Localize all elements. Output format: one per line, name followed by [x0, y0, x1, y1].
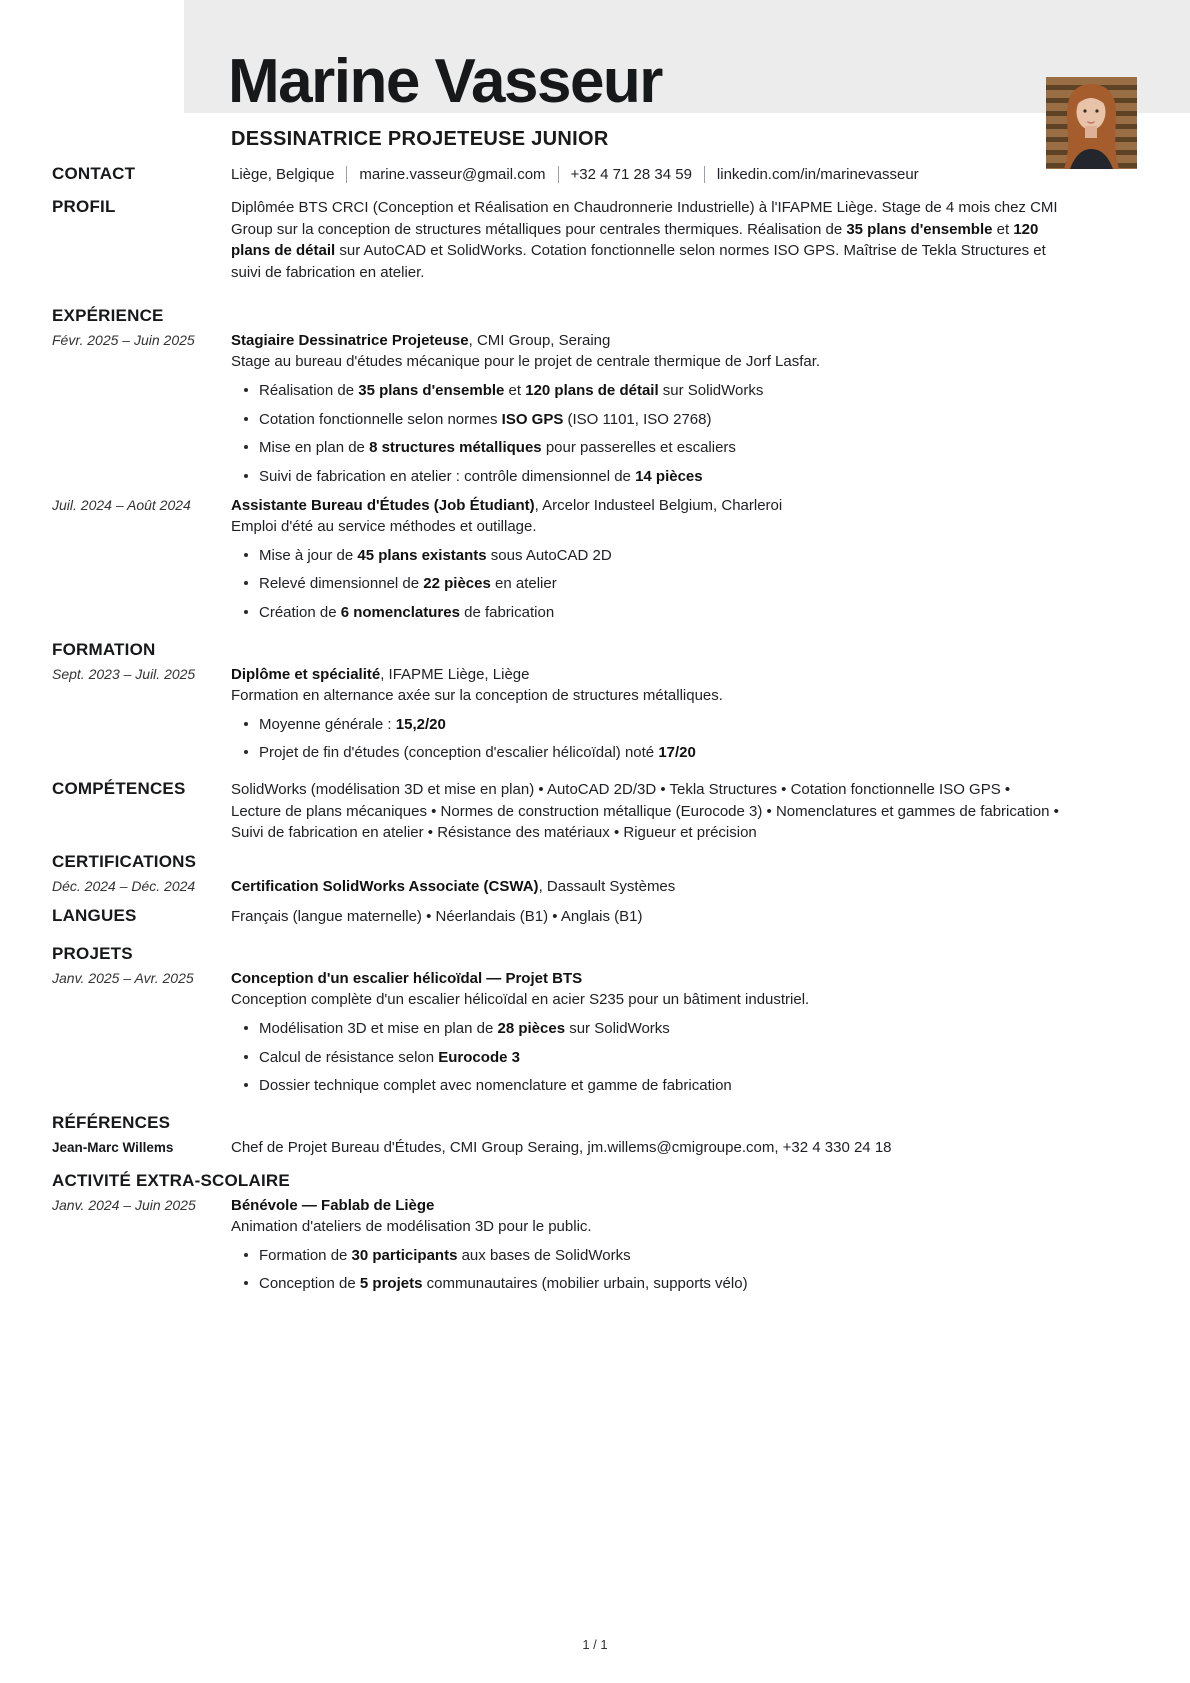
profile-photo — [1046, 77, 1137, 169]
bullet-dot — [244, 581, 248, 585]
entry-dates: Juil. 2024 – Août 2024 — [52, 496, 191, 513]
reference-text: Chef de Projet Bureau d'Études, CMI Group Seraing, jm.willems@cmigroupe.com, +32 4 330 24 18 — [231, 1139, 892, 1156]
separator — [558, 166, 559, 183]
bullet-item — [231, 1273, 1062, 1294]
entry-content — [231, 968, 1062, 1096]
bullet-dot — [244, 1083, 248, 1087]
bullet-text: Conception de 5 projets communautaires (mobilier urbain, supports vélo) — [259, 1275, 748, 1292]
extra-entry — [52, 1195, 1062, 1295]
entry-title: Assistante Bureau d'Études (Job Étudiant), Arcelor Industeel Belgium, Charleroi — [231, 496, 783, 514]
section-competences — [52, 779, 1062, 844]
bullet-dot — [244, 610, 248, 614]
bullet-dot — [244, 417, 248, 421]
bullet-item — [231, 545, 1062, 566]
projets-heading: PROJETS — [52, 944, 133, 963]
bullet-text: Projet de fin d'études (conception d'escalier hélicoïdal) noté 17/20 — [259, 744, 696, 761]
page-indicator: 1 / 1 — [582, 1637, 608, 1652]
bullet-dot — [244, 553, 248, 557]
entry-content — [231, 495, 1062, 623]
bullet-item — [231, 437, 1062, 458]
bullet-text: Calcul de résistance selon Eurocode 3 — [259, 1048, 520, 1066]
bullet-item — [231, 409, 1062, 430]
entry-dates: Sept. 2023 – Juil. 2025 — [52, 665, 196, 682]
entry-dates: Janv. 2024 – Juin 2025 — [52, 1196, 196, 1213]
entry-dates: Janv. 2025 – Avr. 2025 — [52, 970, 194, 986]
bullet-dot — [244, 722, 248, 726]
entry-title: Bénévole — Fablab de Liège — [231, 1196, 435, 1214]
experience-entry — [52, 495, 1062, 623]
bullet-item — [231, 714, 1062, 735]
bullet-list — [231, 714, 1062, 764]
profil-label: PROFIL — [52, 197, 116, 216]
entry-content — [231, 330, 1062, 487]
reference-entry — [52, 1137, 1062, 1159]
resume-body — [0, 164, 1190, 1294]
bullet-list — [231, 1018, 1062, 1096]
bullet-text: Réalisation de 35 plans d'ensemble et 120 plans de détail sur SolidWorks — [259, 382, 764, 399]
bullet-text: Mise à jour de 45 plans existants sous AutoCAD 2D — [259, 546, 612, 564]
bullet-text: Dossier technique complet avec nomenclature et gamme de fabrication — [259, 1077, 732, 1094]
certifications-heading: CERTIFICATIONS — [52, 851, 197, 871]
experience-entry — [52, 330, 1062, 487]
bullet-dot — [244, 1253, 248, 1257]
bullet-dot — [244, 1055, 248, 1059]
entry-dates: Févr. 2025 – Juin 2025 — [52, 332, 195, 348]
person-name: Marine Vasseur — [228, 47, 662, 116]
bullet-list — [231, 1245, 1062, 1295]
section-profil — [52, 197, 1062, 283]
separator — [704, 166, 705, 183]
bullet-text: Mise en plan de 8 structures métalliques pour passerelles et escaliers — [259, 439, 736, 456]
certification-entry — [52, 876, 1062, 897]
certification-title: Certification SolidWorks Associate (CSWA), Dassault Systèmes — [231, 877, 676, 895]
entry-subtitle: Stage au bureau d'études mécanique pour le projet de centrale thermique de Jorf Lasfar. — [231, 353, 821, 370]
bullet-dot — [244, 1026, 248, 1030]
bullet-item — [231, 1047, 1062, 1068]
section-langues — [52, 906, 1062, 928]
bullet-dot — [244, 750, 248, 754]
bullet-item — [231, 1245, 1062, 1266]
entry-content — [231, 1195, 1062, 1295]
contact-label: CONTACT — [52, 164, 136, 183]
contact-email: marine.vasseur@gmail.com — [359, 166, 546, 183]
contact-phone: +32 4 71 28 34 59 — [570, 166, 692, 183]
langues-text: Français (langue maternelle) • Néerlandais (B1) • Anglais (B1) — [231, 907, 643, 925]
bullet-item — [231, 602, 1062, 623]
section-contact — [52, 164, 1062, 184]
job-title: DESSINATRICE PROJETEUSE JUNIOR — [231, 128, 609, 150]
contact-linkedin: linkedin.com/in/marinevasseur — [716, 166, 919, 183]
entry-subtitle: Conception complète d'un escalier hélicoïdal en acier S235 pour un bâtiment industriel. — [231, 991, 810, 1008]
bullet-text: Modélisation 3D et mise en plan de 28 pièces sur SolidWorks — [259, 1020, 670, 1037]
bullet-list — [231, 545, 1062, 623]
bullet-item — [231, 1075, 1062, 1096]
formation-entry — [52, 664, 1062, 764]
bullet-item — [231, 742, 1062, 763]
bullet-text: Suivi de fabrication en atelier : contrôle dimensionnel de 14 pièces — [259, 467, 703, 485]
bullet-list — [231, 380, 1062, 487]
bullet-dot — [244, 388, 248, 392]
bullet-item — [231, 1018, 1062, 1039]
entry-title: Stagiaire Dessinatrice Projeteuse, CMI Group, Seraing — [231, 332, 611, 349]
bullet-dot — [244, 1281, 248, 1285]
bullet-item — [231, 466, 1062, 487]
competences-label: COMPÉTENCES — [52, 779, 186, 798]
reference-name: Jean-Marc Willems — [52, 1140, 174, 1155]
references-heading: RÉFÉRENCES — [52, 1113, 171, 1132]
bullet-dot — [244, 474, 248, 478]
entry-subtitle: Animation d'ateliers de modélisation 3D pour le public. — [231, 1217, 592, 1235]
entry-title: Diplôme et spécialité, IFAPME Liège, Liège — [231, 665, 530, 683]
entry-content — [231, 664, 1062, 764]
bullet-item — [231, 573, 1062, 594]
header — [0, 0, 1190, 162]
bullet-text: Moyenne générale : 15,2/20 — [259, 715, 446, 733]
entry-subtitle: Formation en alternance axée sur la conception de structures métalliques. — [231, 686, 723, 704]
entry-subtitle: Emploi d'été au service méthodes et outillage. — [231, 517, 537, 535]
bullet-text: Cotation fonctionnelle selon normes ISO GPS (ISO 1101, ISO 2768) — [259, 410, 712, 428]
bullet-text: Création de 6 nomenclatures de fabrication — [259, 603, 555, 621]
bullet-text: Formation de 30 participants aux bases de SolidWorks — [259, 1246, 631, 1264]
entry-dates: Déc. 2024 – Déc. 2024 — [52, 877, 196, 894]
bullet-text: Relevé dimensionnel de 22 pièces en atelier — [259, 575, 557, 592]
separator — [346, 166, 347, 183]
projet-entry — [52, 968, 1062, 1096]
contact-location: Liège, Belgique — [231, 166, 335, 183]
bullet-dot — [244, 445, 248, 449]
extra-heading: ACTIVITÉ EXTRA-SCOLAIRE — [52, 1170, 290, 1190]
competences-text: SolidWorks (modélisation 3D et mise en plan) • AutoCAD 2D/3D • Tekla Structures • Cotation fonctionnelle ISO GPS • Lecture de plans mécaniques • Normes de construction métallique (Eurocode 3) • Nomenclatures et gammes de fabrication • Suivi de fabrication en atelier • Résistance des matériaux • Rigueur et précision — [231, 781, 1059, 841]
formation-heading: FORMATION — [52, 639, 156, 659]
contact-line — [231, 166, 1062, 183]
experience-heading: EXPÉRIENCE — [52, 306, 164, 325]
entry-title: Conception d'un escalier hélicoïdal — Projet BTS — [231, 970, 583, 987]
profil-text: Diplômée BTS CRCI (Conception et Réalisation en Chaudronnerie Industrielle) à l'IFAPME Liège. Stage de 4 mois chez CMI Group sur la conception de structures métalliques pour centrales thermiques. Réalisation de 35 plans d'ensemble et 120 plans de détail sur AutoCAD et SolidWorks. Cotation fonctionnelle selon normes ISO GPS. Maîtrise de Tekla Structures et suivi de fabrication en atelier. — [231, 199, 1058, 281]
bullet-item — [231, 380, 1062, 401]
langues-label: LANGUES — [52, 905, 137, 925]
